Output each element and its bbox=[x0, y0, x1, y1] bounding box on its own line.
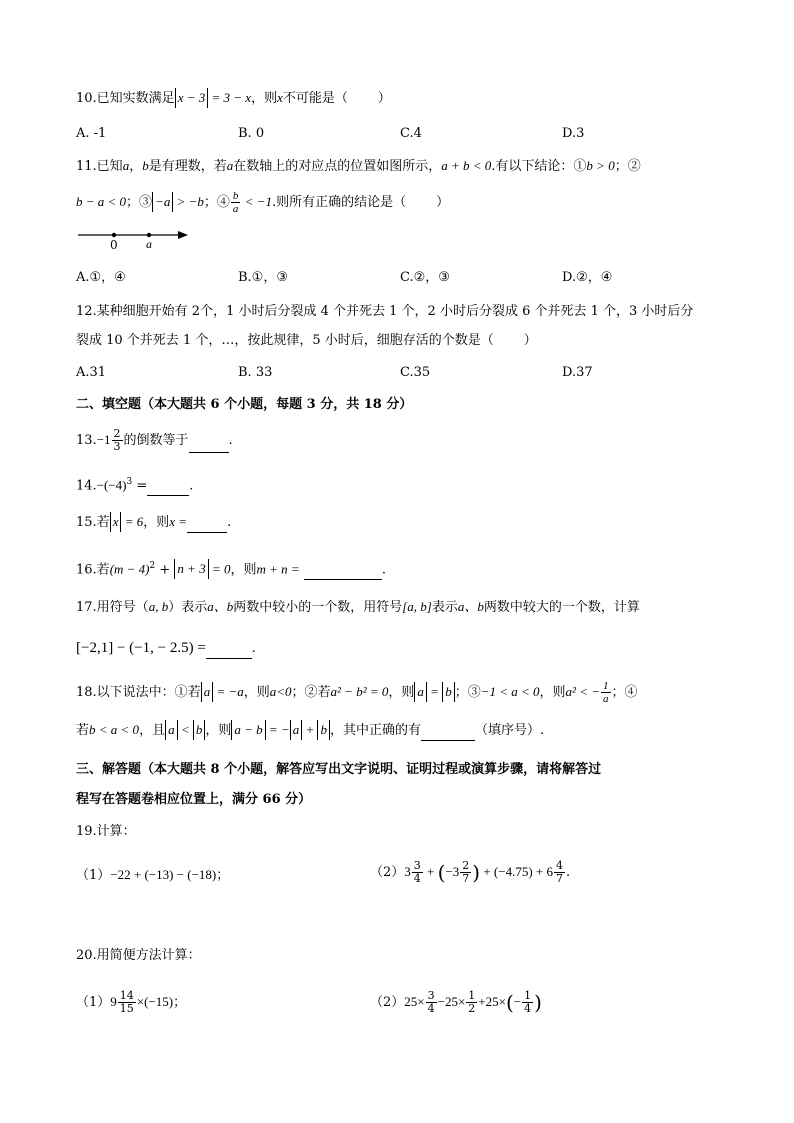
q20-part1: （1）9 $\frac{14}{15}$ ×(−15)； bbox=[76, 989, 187, 1015]
q17-answer-blank[interactable] bbox=[206, 644, 252, 659]
number-line-zero-label: 0 bbox=[110, 238, 118, 252]
q11-option-b[interactable]: B.①，③ bbox=[238, 270, 288, 285]
q10-stem: 10.已知实数满足 x − 3 = 3 − x，则x不可能是（ ） bbox=[76, 90, 391, 106]
q11-line2: b − a < 0；③ −a > −b；④ $\frac{b}{a}$ < −1.则所有正确的结论是（ ） bbox=[76, 190, 450, 215]
q12-line1: 12.某种细胞开始有 2个，1 小时后分裂成 4 个并死去 1 个，2 小时后分裂成 6 个并死去 1 个，3 小时后分 bbox=[76, 304, 694, 319]
q10-option-a[interactable]: A. -1 bbox=[76, 126, 107, 141]
q20-title: 20.用简便方法计算： bbox=[76, 948, 201, 963]
section-3-heading-line1: 三、解答题（本大题共 8 个小题，解答应写出文字说明、证明过程或演算步骤，请将解答过 bbox=[76, 762, 602, 777]
q19-part2: （2）3 $\frac{3}{4}$ + (−3 $\frac{2}{7}$ ) + (−4.75) + 6 $\frac{4}{7}$ . bbox=[370, 859, 571, 885]
q13-answer-blank[interactable] bbox=[189, 438, 229, 453]
section-3-heading-line2: 程写在答题卷相应位置上，满分 66 分） bbox=[76, 792, 312, 807]
q16: 16.若$(m - 4)^2 + n + 3 = 0$，则m + n = . bbox=[76, 556, 386, 580]
q10-option-d[interactable]: D.3 bbox=[562, 126, 585, 141]
q11-option-d[interactable]: D.②，④ bbox=[562, 270, 613, 285]
q12-option-d[interactable]: D.37 bbox=[562, 365, 593, 380]
q12-option-a[interactable]: A.31 bbox=[76, 365, 107, 380]
q11-option-a[interactable]: A.①，④ bbox=[76, 270, 126, 285]
q12-option-c[interactable]: C.35 bbox=[400, 365, 431, 380]
q17-line2: [−2,1] − (−1, − 2.5) = . bbox=[76, 638, 256, 659]
q19-title: 19.计算： bbox=[76, 824, 136, 839]
number-line-arrow-icon bbox=[178, 231, 188, 239]
q14-answer-blank[interactable] bbox=[147, 481, 189, 496]
q19-part1: （1）−22 + (−13) − (−18)； bbox=[76, 867, 230, 883]
number-line-a-label: a bbox=[146, 237, 152, 251]
q18-line2: 若b < a < 0，且 a < b ，则 a − b = − a + b ，其中正确的有 （填序号）. bbox=[76, 720, 544, 741]
q10-option-b[interactable]: B. 0 bbox=[238, 126, 265, 141]
q18-answer-blank[interactable] bbox=[421, 726, 475, 741]
q18-line1: 18.以下说法中：①若 a = −a，则a<0；②若a² − b² = 0，则 a = b ；③−1 < a < 0，则a² < − $\frac{1}{a}$ ；④ bbox=[76, 680, 638, 705]
number-line bbox=[76, 226, 196, 254]
q13: 13.−1 $\frac{2}{3}$ 的倒数等于 . bbox=[76, 427, 233, 453]
q11-line1: 11.已知a，b是有理数，若a在数轴上的对应点的位置如图所示，a + b < 0.有以下结论：①b > 0；② bbox=[76, 158, 641, 174]
q16-answer-blank[interactable] bbox=[304, 565, 382, 580]
q12-option-b[interactable]: B. 33 bbox=[238, 365, 273, 380]
q15: 15.若 x = 6，则x = . bbox=[76, 512, 231, 533]
q11-option-c[interactable]: C.②，③ bbox=[400, 270, 450, 285]
q17-line1: 17.用符号（a, b）表示a、b两数中较小的一个数，用符号[a, b]表示a、b两数中较大的一个数，计算 bbox=[76, 599, 640, 615]
section-2-heading: 二、填空题（本大题共 6 个小题，每题 3 分，共 18 分） bbox=[76, 397, 413, 412]
q14: $14.-(-4)^3$ = . bbox=[76, 472, 193, 496]
q20-part2: （2）25× $\frac{3}{4}$ −25× $\frac{1}{2}$ +25×(− $\frac{1}{4}$ ) bbox=[370, 989, 542, 1015]
q10-option-c[interactable]: C.4 bbox=[400, 126, 422, 141]
q12-line2: 裂成 10 个并死去 1 个，…，按此规律，5 小时后，细胞存活的个数是（ ） bbox=[76, 333, 537, 348]
q15-answer-blank[interactable] bbox=[187, 518, 227, 533]
